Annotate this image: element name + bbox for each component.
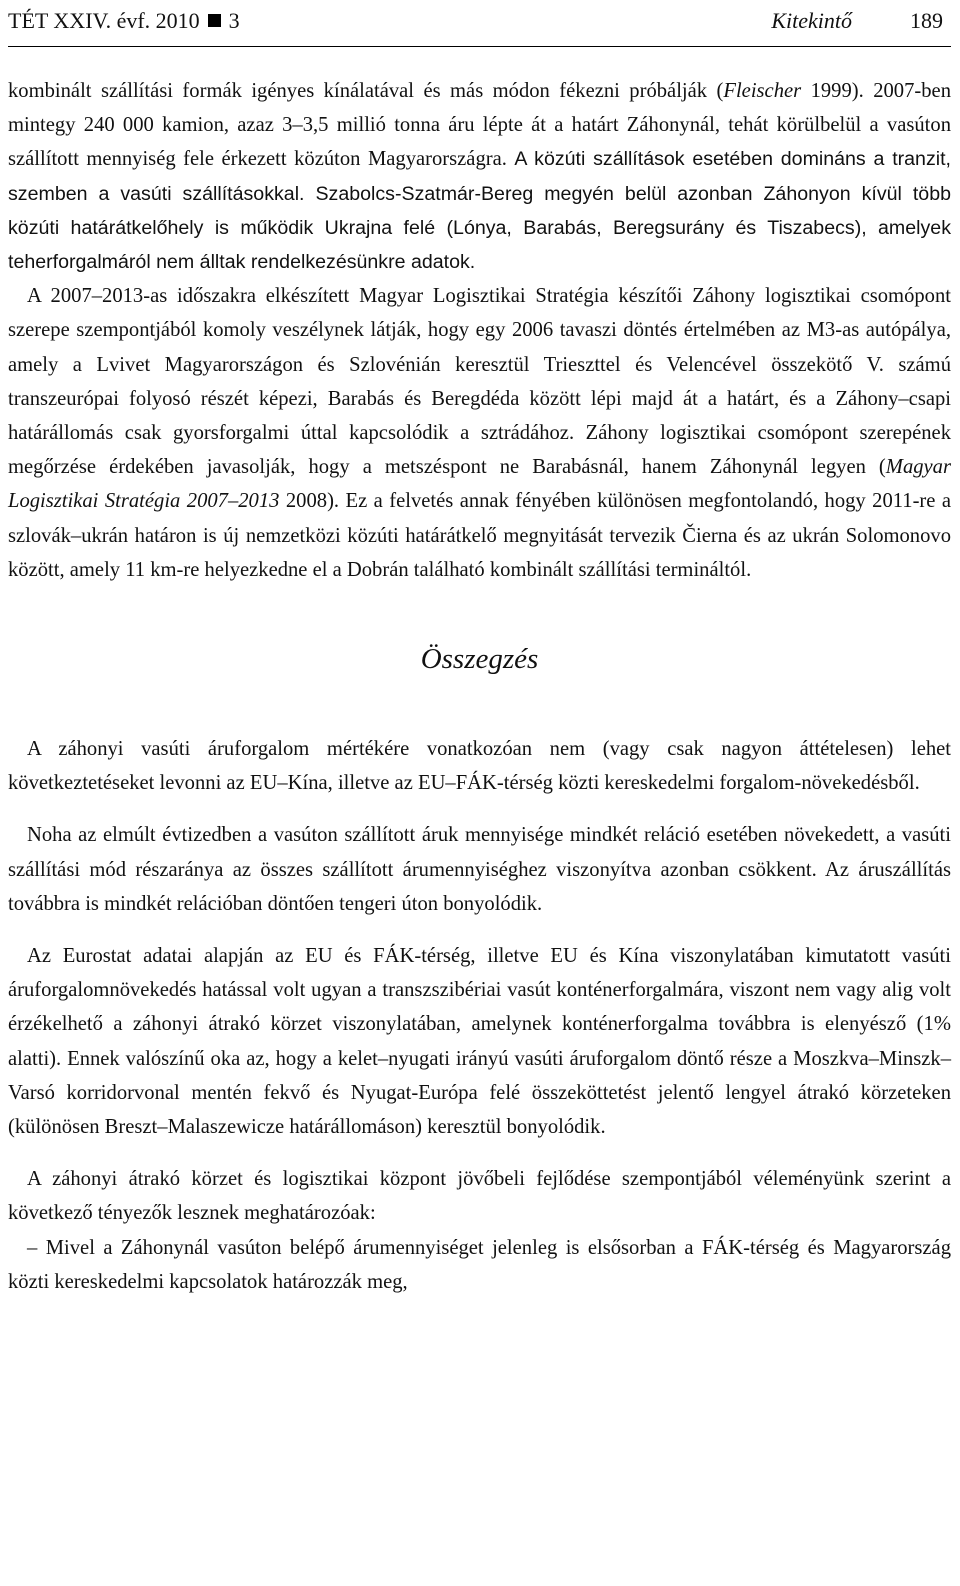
- paragraph-gap: [8, 1144, 951, 1162]
- issue-number: 3: [228, 8, 240, 33]
- paragraph-gap: [8, 921, 951, 939]
- document-page: [8, 0, 951, 1299]
- section-name: Kitekintő: [771, 8, 852, 33]
- page-number: 189: [910, 8, 943, 33]
- article-body: [8, 74, 951, 1299]
- summary-paragraph-4: A záhonyi átrakó körzet és logisztikai központ jövőbeli fejlődése szempontjából véleményünk szerint a következő tényezők lesznek meghatározóak:: [8, 1168, 951, 1225]
- paragraph-2: [8, 279, 951, 587]
- paragraph-gap: [8, 800, 951, 818]
- running-header: [8, 2, 951, 47]
- citation-title: Magyar Logisztikai Stratégia 2007–2013: [8, 456, 951, 513]
- paragraph-text-sans: A közúti szállítások esetében domináns a tranzit, szemben a vasúti szállításokkal. Szabolcs-Szatmár-Bereg megyén belül azonban Záhonyon kívül több közúti határátkelőhely is működik Ukrajna felé (Lónya, Barabás, Beregsurány és Tiszabecs), amelyek teherforgalmáról nem álltak rendelkezésünkre adatok.: [8, 148, 951, 274]
- summary-paragraph-2: Noha az elmúlt évtizedben a vasúton szállított áruk mennyisége mindkét reláció esetében növekedett, a vasúti szállítási mód részaránya az összes szállított árumennyiséghez viszonyítva azonban csökkent. Az áruszállítás továbbra is mindkét relációban döntően tengeri úton bonyolódik.: [8, 824, 951, 915]
- citation-author: Fleischer: [723, 80, 802, 102]
- paragraph-1: [8, 74, 951, 279]
- dash-list-item: – Mivel a Záhonynál vasúton belépő árumennyiséget jelenleg is elsősorban a FÁK-térség és Magyarország közti kereskedelmi kapcsolatok határozzák meg,: [8, 1236, 951, 1293]
- header-left: [8, 8, 240, 34]
- paragraph-text: A 2007–2013-as időszakra elkészített Magyar Logisztikai Stratégia készítői Záhony logisztikai csomópont szerepe szempontjából komoly veszélynek látják, hogy egy 2006 tavaszi döntés értelmében az M3-as autópálya, amely a Lvivet Magyarországon és Szlovénián keresztül Trieszttel és Velencével összekötő V. számú transzeurópai folyosó részét képezi, Barabás és Beregdéda között lépi majd át a határt, és a Záhony–csapi határállomás csak gyorsforgalmi úttal kapcsolódik a sztrádához. Záhony logisztikai csomópont szerepének megőrzése érdekében javasolják, hogy a metszéspont ne Barabásnál, hanem Záhonynál legyen (: [8, 285, 951, 479]
- header-right: [771, 8, 943, 34]
- paragraph-text: 1999). 2007-ben mintegy 240 000 kamion, azaz 3–3,5 millió tonna áru lépte át a határt Záhonynál, tehát körülbelül a vasúton szállított mennyiség fele érkezett közúton Magyarországra.: [8, 80, 951, 171]
- summary-paragraph-3: Az Eurostat adatai alapján az EU és FÁK-térség, illetve EU és Kína viszonylatában kimutatott vasúti áruforgalomnövekedés hatással volt ugyan a transzszibériai vasút konténerforgalmára, viszont nem vagy alig volt érzékelhető a záhonyi átrakó körzet viszonylatában, amelynek konténerforgalma továbbra is elenyésző (1% alatti). Ennek valószínű oka az, hogy a kelet–nyugati irányú vasúti áruforgalom döntő része a Moszkva–Minszk–Varsó korridorvonal mentén fekvő és Nyugat-Európa felé összeköttetést jelentő lengyel átrakó körzeteken (különösen Breszt–Malaszewicze határállomáson) keresztül bonyolódik.: [8, 945, 951, 1139]
- paragraph-text: kombinált szállítási formák igényes kínálatával és más módon fékezni próbálják (: [8, 80, 724, 102]
- journal-title: TÉT XXIV. évf. 2010: [8, 8, 200, 33]
- summary-paragraph-1: A záhonyi vasúti áruforgalom mértékére vonatkozóan nem (vagy csak nagyon áttételesen) lehet következtetéseket levonni az EU–Kína, illetve az EU–FÁK-térség közti kereskedelmi forgalom-növekedésből.: [8, 738, 951, 795]
- paragraph-text: 2008). Ez a felvetés annak fényében különösen megfontolandó, hogy 2011-re a szlovák–ukrán határon is új nemzetközi közúti határátkelő megnyitását tervezik Čierna és az ukrán Solomonovo között, amely 11 km-re helyezkedne el a Dobrán található kombinált szállítási termináltól.: [8, 490, 951, 581]
- square-bullet-icon: [208, 14, 221, 27]
- section-heading: Összegzés: [420, 643, 539, 676]
